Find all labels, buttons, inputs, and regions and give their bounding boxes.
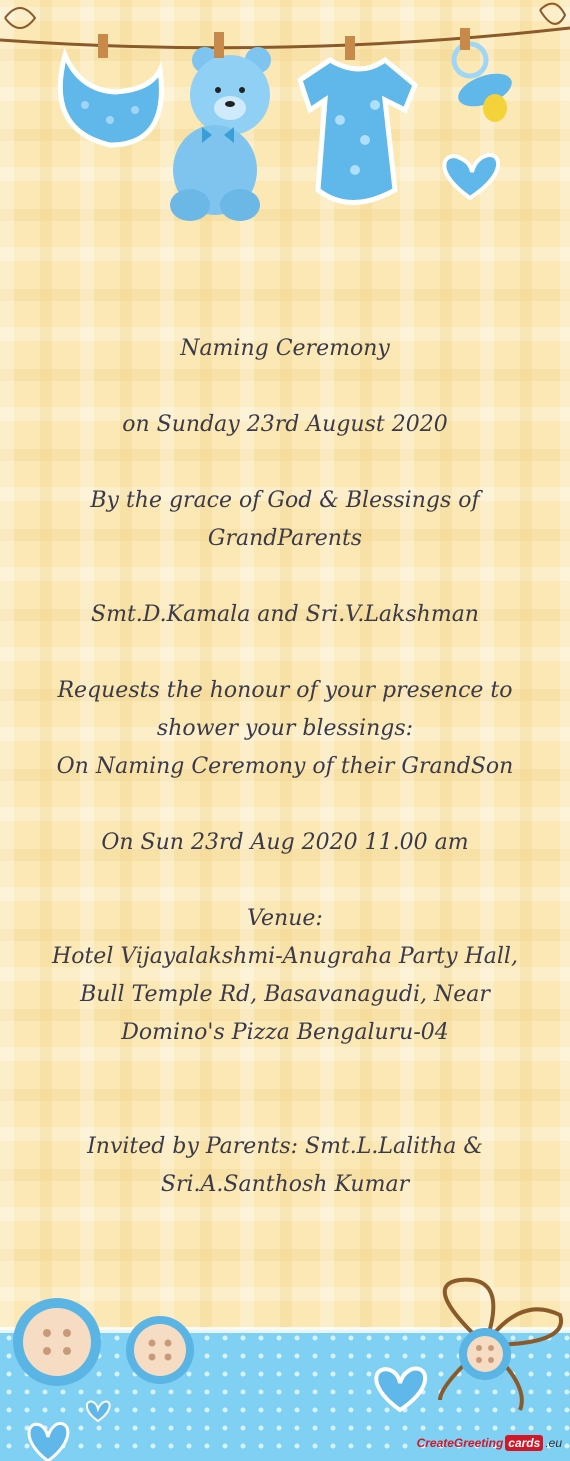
teddy-bear-icon (170, 47, 271, 221)
grace-line-1: By the grace of God & Blessings of (90, 488, 480, 513)
brand-part-1: CreateGreeting (416, 1436, 504, 1450)
onesie-icon (300, 60, 415, 203)
heart-icon (444, 155, 498, 198)
brand-part-3: .eu (545, 1436, 562, 1450)
button-icon (126, 1316, 194, 1384)
clothesline-illustration (0, 0, 570, 240)
invitation-text (20, 330, 550, 1204)
venue-line-3: Domino's Pizza Bengaluru-04 (121, 1020, 449, 1045)
date-line: on Sunday 23rd August 2020 (122, 412, 448, 437)
venue-line-1: Hotel Vijayalakshmi-Anugraha Party Hall, (52, 944, 518, 969)
invited-line-1: Invited by Parents: Smt.L.Lalitha & (87, 1134, 483, 1159)
request-line-1: Requests the honour of your presence to (57, 678, 513, 703)
grace-line-2: GrandParents (207, 526, 363, 551)
request-line-2: shower your blessings: (156, 716, 414, 741)
venue-line-2: Bull Temple Rd, Basavanagudi, Near (80, 982, 490, 1007)
occasion: On Naming Ceremony of their GrandSon (56, 754, 514, 779)
pacifier-icon (454, 44, 516, 122)
brand-part-2: cards (505, 1435, 543, 1451)
datetime: On Sun 23rd Aug 2020 11.00 am (101, 830, 469, 855)
bib-icon (60, 55, 161, 145)
button-icon (13, 1298, 101, 1386)
invited-line-2: Sri.A.Santhosh Kumar (160, 1172, 410, 1197)
title: Naming Ceremony (180, 336, 390, 361)
venue-label: Venue: (247, 906, 323, 931)
grandparents: Smt.D.Kamala and Sri.V.Lakshman (91, 602, 479, 627)
brand-logo[interactable] (417, 1435, 562, 1451)
footer-decor (0, 1275, 570, 1461)
